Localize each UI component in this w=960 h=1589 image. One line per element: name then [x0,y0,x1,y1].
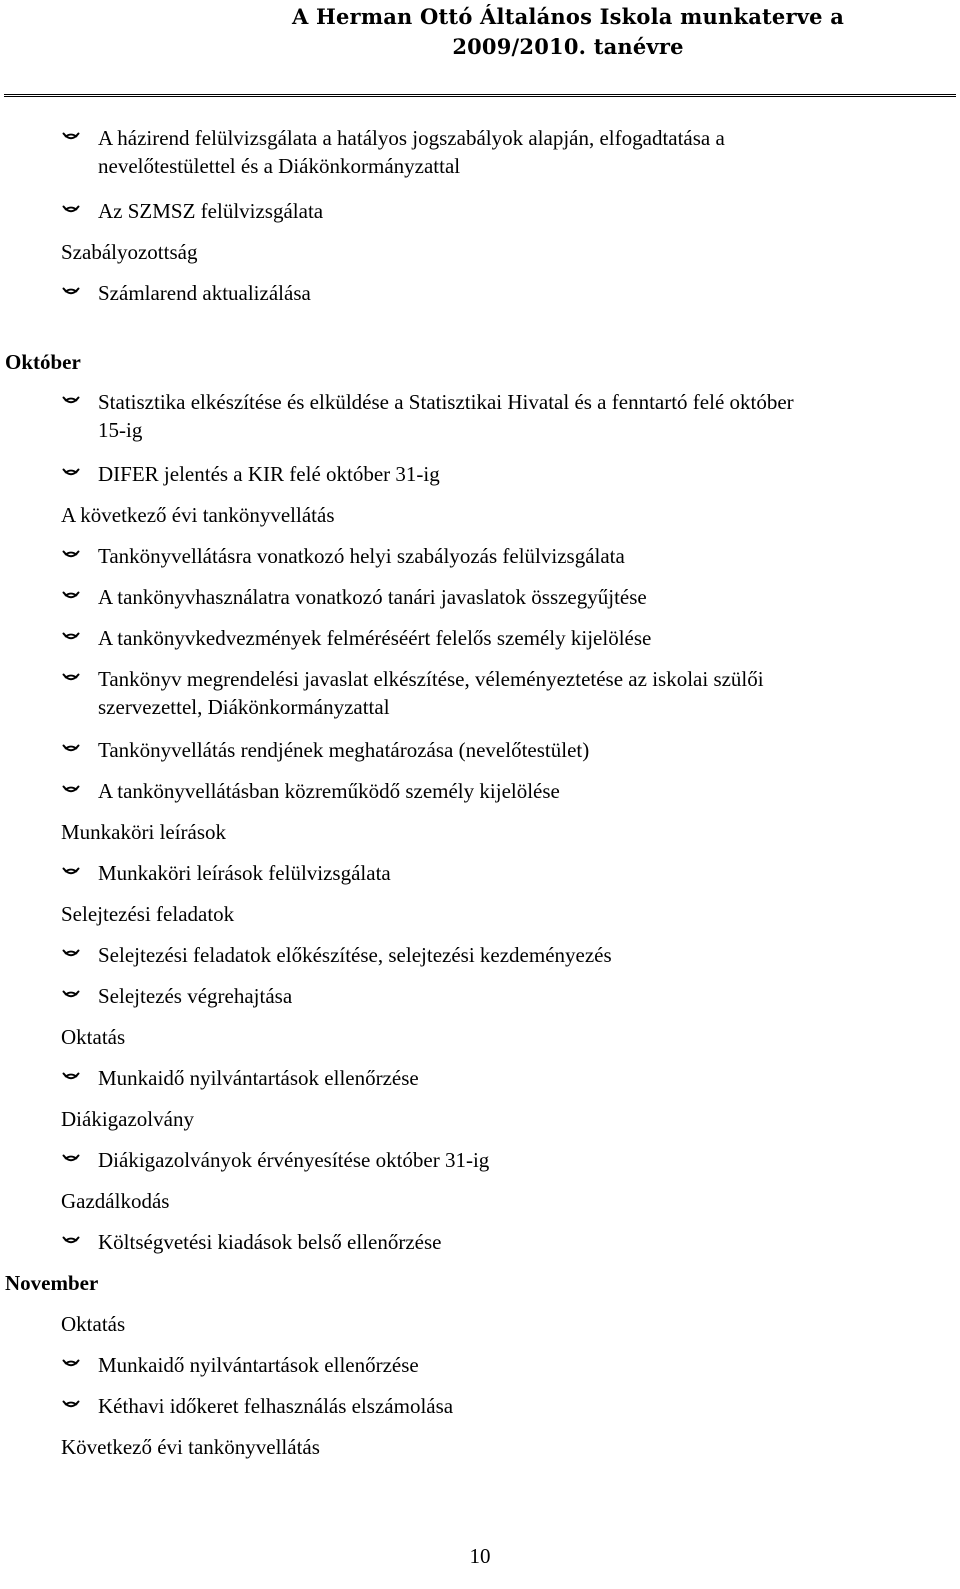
mouth-bullet-icon [62,783,80,797]
list-item-text-continuation: nevelőtestülettel és a Diákönkormányzattal [98,154,461,178]
list-item-text: Tankönyvellátás rendjének meghatározása (nevelőtestület) [98,738,590,762]
section-heading: Diákigazolvány [61,1107,194,1131]
list-item-text: Kéthavi időkeret felhasználás elszámolása [98,1394,454,1418]
page-number: 10 [469,1544,491,1568]
list-item-text: A tankönyvhasználatra vonatkozó tanári javaslatok összegyűjtése [98,585,647,609]
list-item-text: Az SZMSZ felülvizsgálata [98,199,324,223]
month-heading: Október [5,350,81,374]
header-divider [4,94,956,97]
mouth-bullet-icon [62,1234,80,1248]
section-heading: Selejtezési feladatok [61,902,235,926]
month-heading: November [5,1271,99,1295]
header-title-line-1: A Herman Ottó Általános Iskola munkaterve a [291,4,845,29]
list-item-text: Selejtezés végrehajtása [98,984,293,1008]
section-heading: A következő évi tankönyvellátás [61,503,335,527]
list-item-text: Tankönyv megrendelési javaslat elkészítése, véleményeztetése az iskolai szülői [98,667,764,691]
list-item-text: Tankönyvellátásra vonatkozó helyi szabályozás felülvizsgálata [98,544,625,568]
mouth-bullet-icon [62,947,80,961]
list-item-text: A házirend felülvizsgálata a hatályos jogszabályok alapján, elfogadtatása a [98,126,725,150]
list-item-text: Statisztika elkészítése és elküldése a Statisztikai Hivatal és a fenntartó felé október [98,390,794,414]
mouth-bullet-icon [62,742,80,756]
list-item-text: Számlarend aktualizálása [98,281,311,305]
mouth-bullet-icon [62,548,80,562]
mouth-bullet-icon [62,285,80,299]
section-heading: Oktatás [61,1025,126,1049]
section-heading: Oktatás [61,1312,126,1336]
list-item-text: A tankönyvkedvezmények felméréséért felelős személy kijelölése [98,626,652,650]
section-heading: Következő évi tankönyvellátás [61,1435,320,1459]
mouth-bullet-icon [62,1152,80,1166]
list-item-text-continuation: szervezettel, Diákönkormányzattal [98,695,390,719]
mouth-bullet-icon [62,1398,80,1412]
header-title-line-2: 2009/2010. tanévre [452,34,684,59]
list-item-text: Selejtezési feladatok előkészítése, selejtezési kezdeményezés [98,943,612,967]
mouth-bullet-icon [62,394,80,408]
mouth-bullet-icon [62,1070,80,1084]
list-item-text: Költségvetési kiadások belső ellenőrzése [98,1230,442,1254]
section-heading: Munkaköri leírások [61,820,227,844]
list-item-text: Munkaidő nyilvántartások ellenőrzése [98,1066,419,1090]
list-item-text: Diákigazolványok érvényesítése október 31-ig [98,1148,490,1172]
mouth-bullet-icon [62,630,80,644]
list-item-text: A tankönyvellátásban közreműködő személy kijelölése [98,779,560,803]
list-item-text-continuation: 15-ig [98,418,143,442]
mouth-bullet-icon [62,1357,80,1371]
mouth-bullet-icon [62,589,80,603]
list-item-text: Munkaköri leírások felülvizsgálata [98,861,391,885]
section-heading: Szabályozottság [61,240,198,264]
mouth-bullet-icon [62,466,80,480]
mouth-bullet-icon [62,203,80,217]
mouth-bullet-icon [62,671,80,685]
mouth-bullet-icon [62,865,80,879]
list-item-text: Munkaidő nyilvántartások ellenőrzése [98,1353,419,1377]
mouth-bullet-icon [62,130,80,144]
list-item-text: DIFER jelentés a KIR felé október 31-ig [98,462,440,486]
mouth-bullet-icon [62,988,80,1002]
section-heading: Gazdálkodás [61,1189,170,1213]
page-header [0,0,960,98]
